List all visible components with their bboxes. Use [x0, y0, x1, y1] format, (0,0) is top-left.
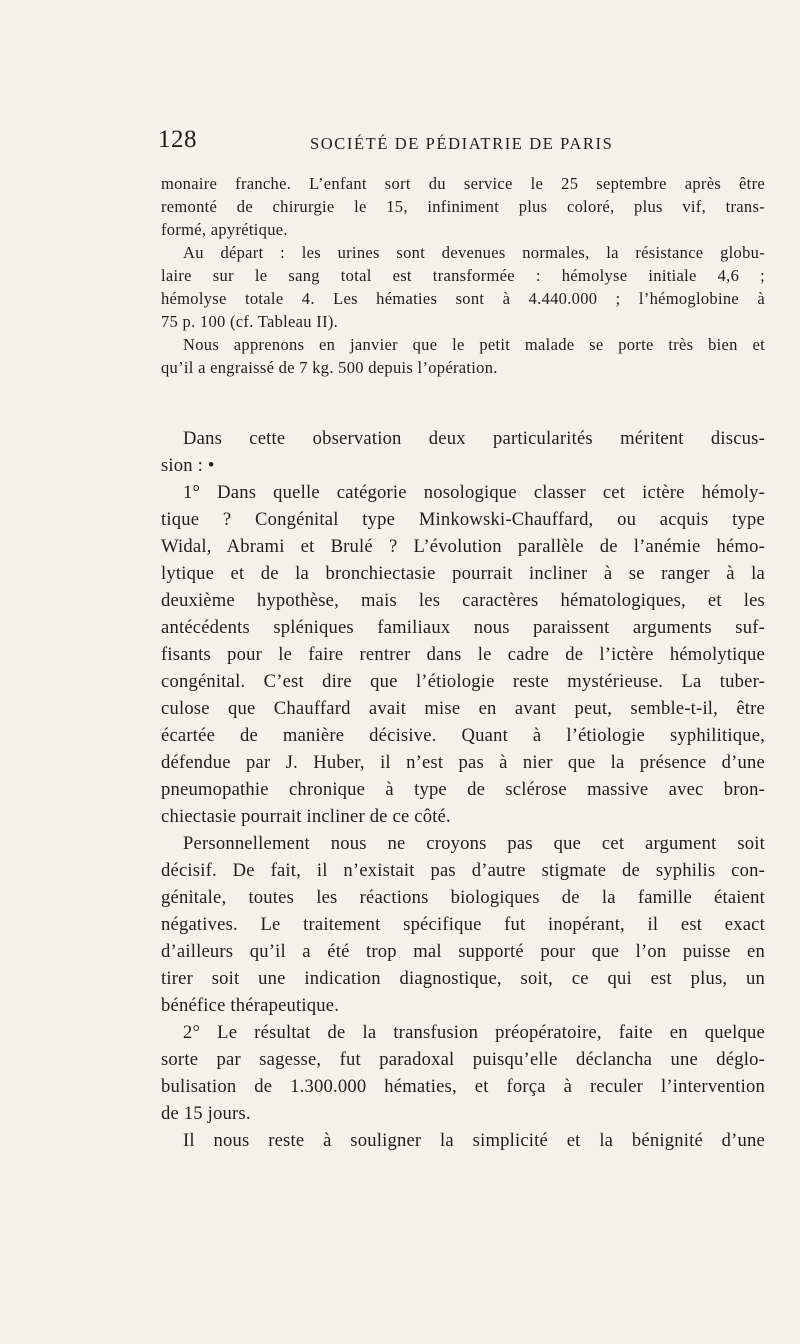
text-line: 75 p. 100 (cf. Tableau II). — [161, 312, 339, 331]
text-line: Nous apprenons en janvier que le petit malade se porte très bien et — [183, 335, 765, 354]
text-line: deuxième hypothèse, mais les caractères hématologiques, et les — [161, 590, 765, 611]
page-header — [158, 126, 768, 160]
text-line: antécédents spléniques familiaux nous paraissent arguments suf- — [161, 617, 765, 638]
text-line: décisif. De fait, il n’existait pas d’autre stigmate de syphilis con- — [161, 860, 765, 881]
page-number: 128 — [158, 126, 197, 153]
text-line: bénéfice thérapeutique. — [161, 995, 340, 1016]
text-line: qu’il a engraissé de 7 kg. 500 depuis l’opération. — [161, 358, 498, 377]
running-head: SOCIÉTÉ DE PÉDIATRIE DE PARIS — [310, 134, 614, 153]
text-line: 1° Dans quelle catégorie nosologique classer cet ictère hémoly- — [183, 482, 765, 503]
text-line: hémolyse totale 4. Les hématies sont à 4.440.000 ; l’hémoglobine à — [161, 289, 765, 308]
text-line: sion : • — [161, 455, 215, 476]
text-line: chiectasie pourrait incliner de ce côté. — [161, 806, 451, 827]
text-line: écartée de manière décisive. Quant à l’étiologie syphilitique, — [161, 725, 765, 746]
text-line: tirer soit une indication diagnostique, soit, ce qui est plus, un — [161, 968, 765, 989]
text-line: Il nous reste à souligner la simplicité et la bénignité d’une — [183, 1130, 765, 1151]
text-line: pneumopathie chronique à type de sclérose massive avec bron- — [161, 779, 765, 800]
text-line: sorte par sagesse, fut paradoxal puisqu’elle déclancha une déglo- — [161, 1049, 765, 1070]
text-line: remonté de chirurgie le 15, infiniment plus coloré, plus vif, trans- — [161, 197, 765, 216]
text-line: lytique et de la bronchiectasie pourrait incliner à se ranger à la — [161, 563, 765, 584]
text-line: tique ? Congénital type Minkowski-Chauffard, ou acquis type — [161, 509, 765, 530]
text-line: d’ailleurs qu’il a été trop mal supporté pour que l’on puisse en — [161, 941, 765, 962]
text-line: de 15 jours. — [161, 1103, 251, 1124]
text-line: 2° Le résultat de la transfusion préopératoire, faite en quelque — [183, 1022, 765, 1043]
text-line: bulisation de 1.300.000 hématies, et força à reculer l’intervention — [161, 1076, 765, 1097]
text-line: formé, apyrétique. — [161, 220, 288, 239]
text-line: génitale, toutes les réactions biologiques de la famille étaient — [161, 887, 765, 908]
text-line: laire sur le sang total est transformée : hémolyse initiale 4,6 ; — [161, 266, 765, 285]
text-line: Au départ : les urines sont devenues normales, la résistance globu- — [183, 243, 765, 262]
text-line: monaire franche. L’enfant sort du service le 25 septembre après être — [161, 174, 765, 193]
text-line: congénital. C’est dire que l’étiologie reste mystérieuse. La tuber- — [161, 671, 765, 692]
discussion-paragraphs — [161, 425, 765, 1154]
text-line: négatives. Le traitement spécifique fut inopérant, il est exact — [161, 914, 765, 935]
text-line: culose que Chauffard avait mise en avant peut, semble-t-il, être — [161, 698, 765, 719]
text-line: Widal, Abrami et Brulé ? L’évolution parallèle de l’anémie hémo- — [161, 536, 765, 557]
text-line: Dans cette observation deux particularités méritent discus- — [183, 428, 765, 449]
text-line: Personnellement nous ne croyons pas que cet argument soit — [183, 833, 765, 854]
case-report-paragraphs — [161, 172, 765, 379]
text-line: fisants pour le faire rentrer dans le cadre de l’ictère hémolytique — [161, 644, 765, 665]
text-line: défendue par J. Huber, il n’est pas à nier que la présence d’une — [161, 752, 765, 773]
